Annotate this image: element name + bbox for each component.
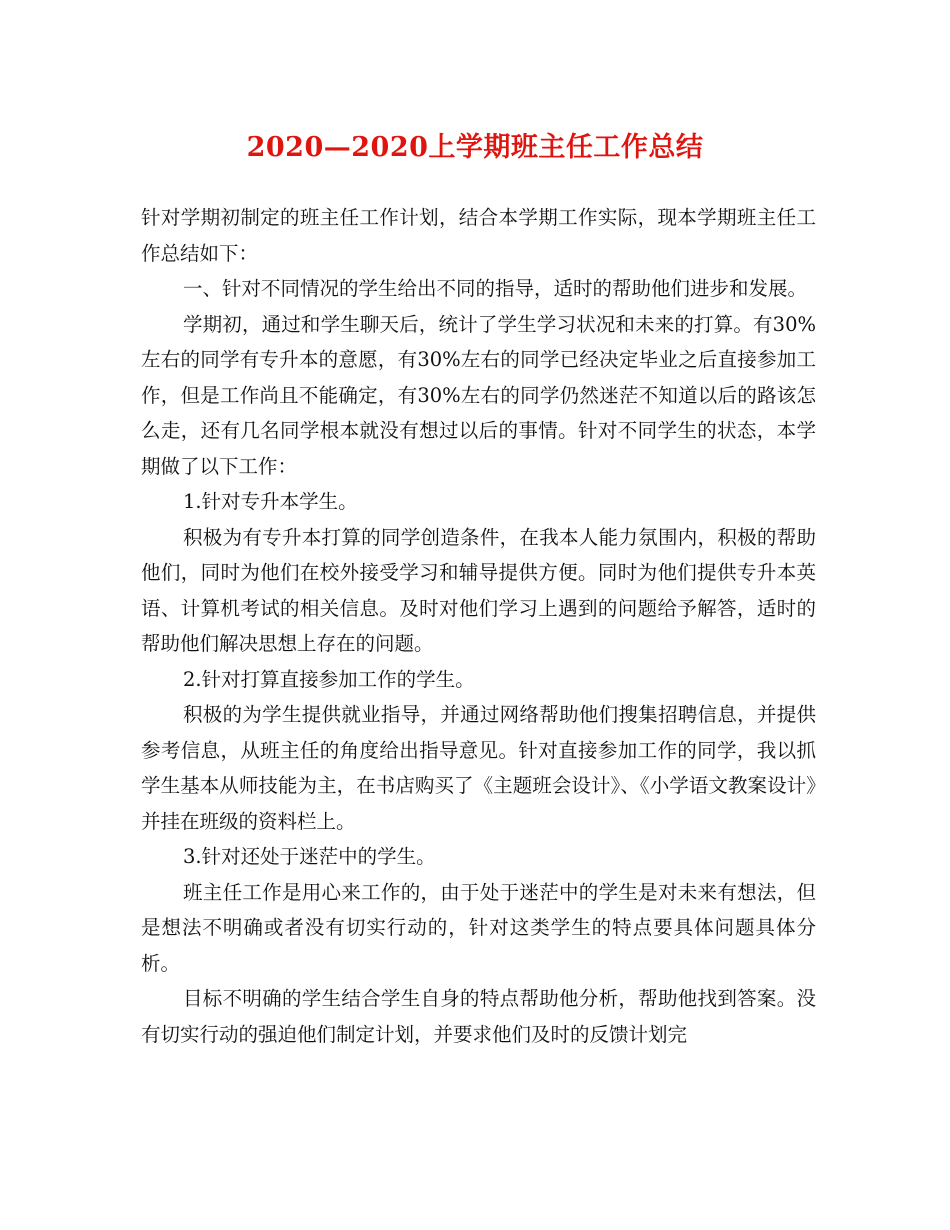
document-title: 2020—2020上学期班主任工作总结 [246, 132, 704, 163]
body-paragraph: 班主任工作是用心来工作的，由于处于迷茫中的学生是对未来有想法，但是想法不明确或者没有切实行动的，针对这类学生的特点要具体问题具体分析。 [141, 880, 816, 975]
body-paragraph: 一、针对不同情况的学生给出不同的指导，适时的帮助他们进步和发展。 [183, 277, 808, 300]
document-body [141, 200, 816, 1052]
body-paragraph: 1.针对专升本学生。 [183, 490, 358, 513]
body-paragraph: 积极的为学生提供就业指导，并通过网络帮助他们搜集招聘信息，并提供参考信息，从班主任的角度给出指导意见。针对直接参加工作的同学，我以抓学生基本从师技能为主，在书店购买了《主题班会设计》、《小学语文教案设计》并挂在班级的资料栏上。 [141, 703, 816, 833]
body-paragraph: 目标不明确的学生结合学生自身的特点帮助他分析，帮助他找到答案。没有切实行动的强迫他们制定计划，并要求他们及时的反馈计划完 [141, 987, 816, 1046]
body-paragraph: 针对学期初制定的班主任工作计划，结合本学期工作实际，现本学期班主任工作总结如下： [141, 206, 816, 265]
body-paragraph: 2.针对打算直接参加工作的学生。 [183, 667, 475, 691]
body-paragraph: 积极为有专升本打算的同学创造条件，在我本人能力氛围内，积极的帮助他们，同时为他们在校外接受学习和辅导提供方便。同时为他们提供专升本英语、计算机考试的相关信息。及时对他们学习上遇到的问题给予解答，适时的帮助他们解决思想上存在的问题。 [141, 525, 816, 655]
body-paragraph: 3.针对还处于迷茫中的学生。 [183, 845, 436, 868]
body-paragraph: 学期初，通过和学生聊天后，统计了学生学习状况和未来的打算。有30%左右的同学有专升本的意愿，有30%左右的同学已经决定毕业之后直接参加工作，但是工作尚且不能确定，有30%左右的同学仍然迷茫不知道以后的路该怎么走，还有几名同学根本就没有想过以后的事情。针对不同学生的状态，本学期做了以下工作： [141, 312, 816, 478]
